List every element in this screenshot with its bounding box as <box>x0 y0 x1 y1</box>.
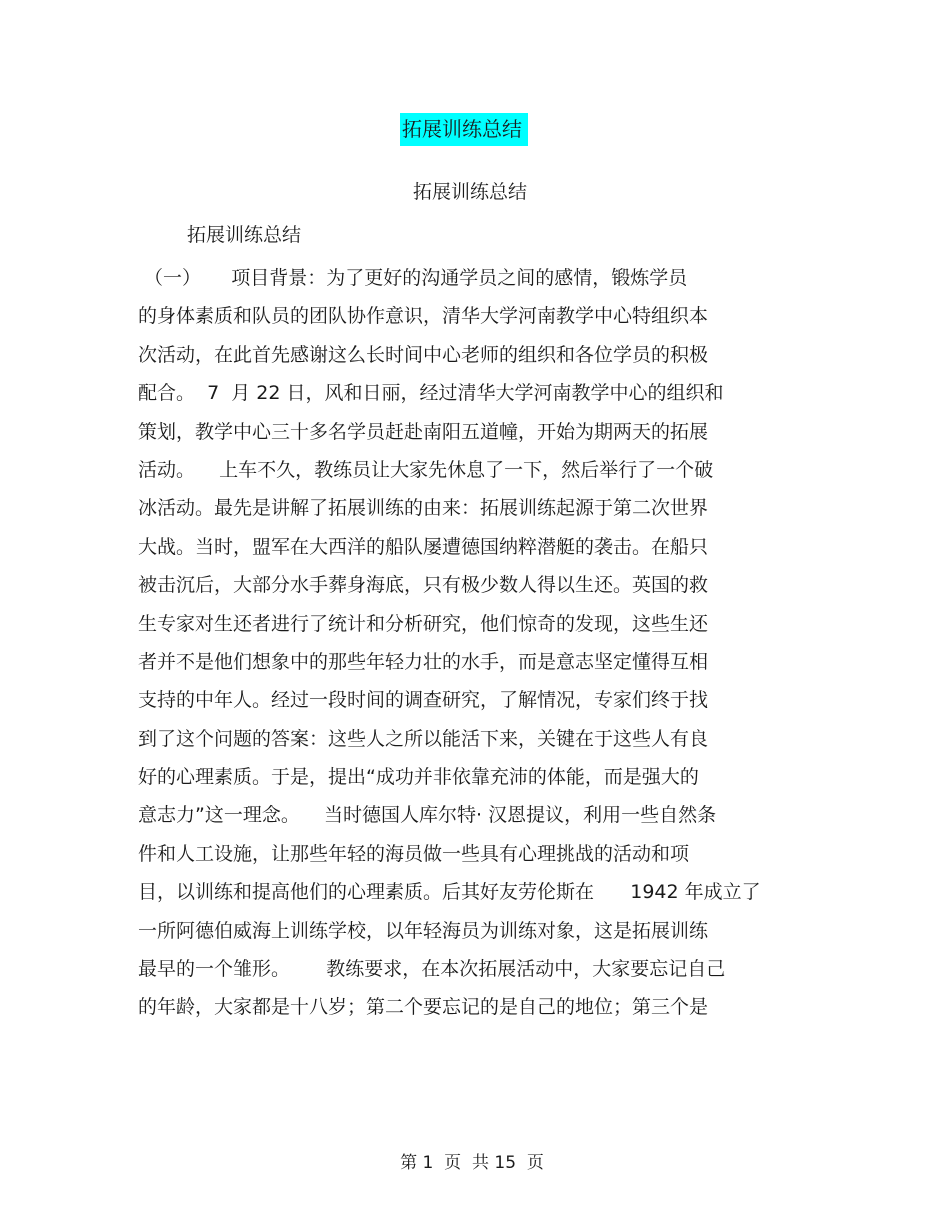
body-line: 支持的中年人。经过一段时间的调查研究，了解情况，专家们终于找 <box>138 689 709 712</box>
body-line: 的身体素质和队员的团队协作意识，清华大学河南教学中心特组织本 <box>138 305 709 328</box>
document-subtitle: 拓展训练总结 <box>412 181 527 203</box>
body-text <box>138 259 761 1027</box>
page-number-footer: 第 1 页 共 15 页 <box>400 1153 544 1173</box>
body-line: 生专家对生还者进行了统计和分析研究，他们惊奇的发现，这些生还 <box>138 612 709 635</box>
body-line: 意志力”这一理念。 当时德国人库尔特· 汉恩提议，利用一些自然条 <box>138 804 717 827</box>
body-line: 一所阿德伯威海上训练学校，以年轻海员为训练对象，这是拓展训练 <box>138 919 709 942</box>
body-line: 的年龄，大家都是十八岁；第二个要忘记的是自己的地位；第三个是 <box>138 996 709 1019</box>
section-heading: 拓展训练总结 <box>187 224 302 246</box>
document-title: 拓展训练总结 <box>400 113 528 146</box>
body-line: 者并不是他们想象中的那些年轻力壮的水手，而是意志坚定懂得互相 <box>138 650 709 673</box>
body-line: 配合。 7 月 22 日，风和日丽，经过清华大学河南教学中心的组织和 <box>138 382 724 405</box>
body-line: 被击沉后，大部分水手葬身海底，只有极少数人得以生还。英国的救 <box>138 574 709 597</box>
body-line: 策划，教学中心三十多名学员赶赴南阳五道幢，开始为期两天的拓展 <box>138 420 709 443</box>
body-line: 好的心理素质。于是，提出“成功并非依靠充沛的体能，而是强大的 <box>138 766 699 789</box>
body-line: 次活动，在此首先感谢这么长时间中心老师的组织和各位学员的积极 <box>138 343 709 366</box>
body-line: 冰活动。最先是讲解了拓展训练的由来：拓展训练起源于第二次世界 <box>138 497 709 520</box>
body-line: 大战。当时，盟军在大西洋的船队屡遭德国纳粹潜艇的袭击。在船只 <box>138 535 709 558</box>
body-line: 活动。 上车不久，教练员让大家先休息了一下，然后举行了一个破 <box>138 458 714 481</box>
body-line: （一） 项目背景：为了更好的沟通学员之间的感情，锻炼学员 <box>138 267 688 289</box>
body-line: 到了这个问题的答案：这些人之所以能活下来，关键在于这些人有良 <box>138 727 709 750</box>
body-line: 件和人工设施，让那些年轻的海员做一些具有心理挑战的活动和项 <box>138 842 690 865</box>
body-line: 最早的一个雏形。 教练要求，在本次拓展活动中，大家要忘记自己 <box>138 958 726 981</box>
body-line: 目，以训练和提高他们的心理素质。后其好友劳伦斯在 1942 年成立了 <box>138 881 761 904</box>
